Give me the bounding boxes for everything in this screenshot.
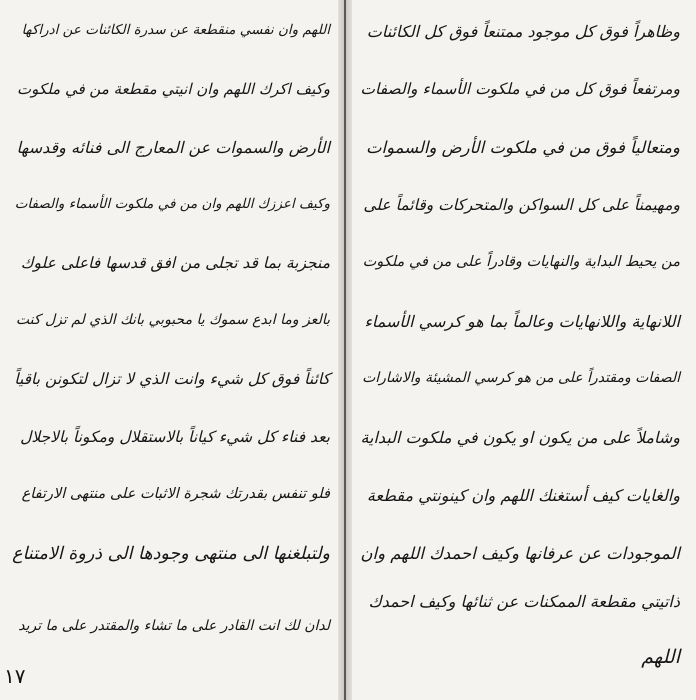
left-page-line: بعد فناء كل شيء كياناً بالاستقلال ومكوناً بالاجلال [20, 428, 330, 446]
left-page-line: كائناً فوق كل شيء وانت الذي لا تزال لتكونن باقياً [14, 370, 330, 388]
left-page-line: ولتبلغنها الى منتهى وجودها الى ذروة الامتناع [12, 544, 330, 564]
right-page-line: الصفات ومقتدراً على من هو كرسي المشيئة والاشارات [362, 370, 680, 386]
left-page-line: فلو تنفس بقدرتك شجرة الاثبات على منتهى الارتفاع [21, 486, 330, 502]
left-page-line: لدان لك انت القادر على ما تشاء والمقتدر على ما تريد [18, 618, 330, 634]
right-page-line: من يحيط البداية والنهايات وقادراً على من في ملكوت [362, 254, 680, 270]
right-page-line: ومرتفعاً فوق كل من في ملكوت الأسماء والصفات [360, 80, 680, 98]
right-page-line: ذاتيتي مقطعة الممكنات عن ثنائها وكيف احمدك [368, 592, 680, 611]
right-page-line: ومتعالياً فوق من في ملكوت الأرض والسموات [365, 138, 680, 157]
left-page [0, 0, 338, 700]
gutter-line [344, 0, 346, 700]
right-page-line: وشاملاً على من يكون او يكون في ملكوت البداية [360, 428, 680, 447]
right-page-line: الموجودات عن عرفانها وكيف احمدك اللهم وان [360, 544, 680, 563]
right-page-line: اللهم [641, 646, 680, 668]
right-page [352, 0, 696, 700]
left-page-line: الأرض والسموات عن المعارج الى فنائه وقدسها [16, 138, 330, 157]
right-page-line: ومهيمناً على كل السواكن والمتحركات وقائماً على [363, 196, 680, 214]
left-page-line: بالعز وما ابدع سموك يا محبوبي بانك الذي لم تزل كنت [15, 312, 330, 328]
right-page-line: وظاهراً فوق كل موجود ممتنعاً فوق كل الكائنات [366, 22, 680, 41]
left-page-line: اللهم وان نفسي منقطعة عن سدرة الكائنات عن ادراكها [21, 22, 330, 38]
left-page-line: منجزبة بما قد تجلى من افق قدسها فاعلى علوك [20, 254, 330, 272]
right-page-line: اللانهاية واللانهايات وعالماً بما هو كرسي الأسماء [364, 312, 680, 331]
right-page-line: والغايات كيف أستغنك اللهم وان كينونتي مقطعة [366, 486, 680, 505]
left-page-line: وكيف اعززك اللهم وان من في ملكوت الأسماء والصفات [14, 196, 330, 212]
left-page-line: وكيف اكرك اللهم وان انيتي مقطعة من في ملكوت [17, 80, 330, 98]
page-number: ١٧ [4, 664, 26, 688]
